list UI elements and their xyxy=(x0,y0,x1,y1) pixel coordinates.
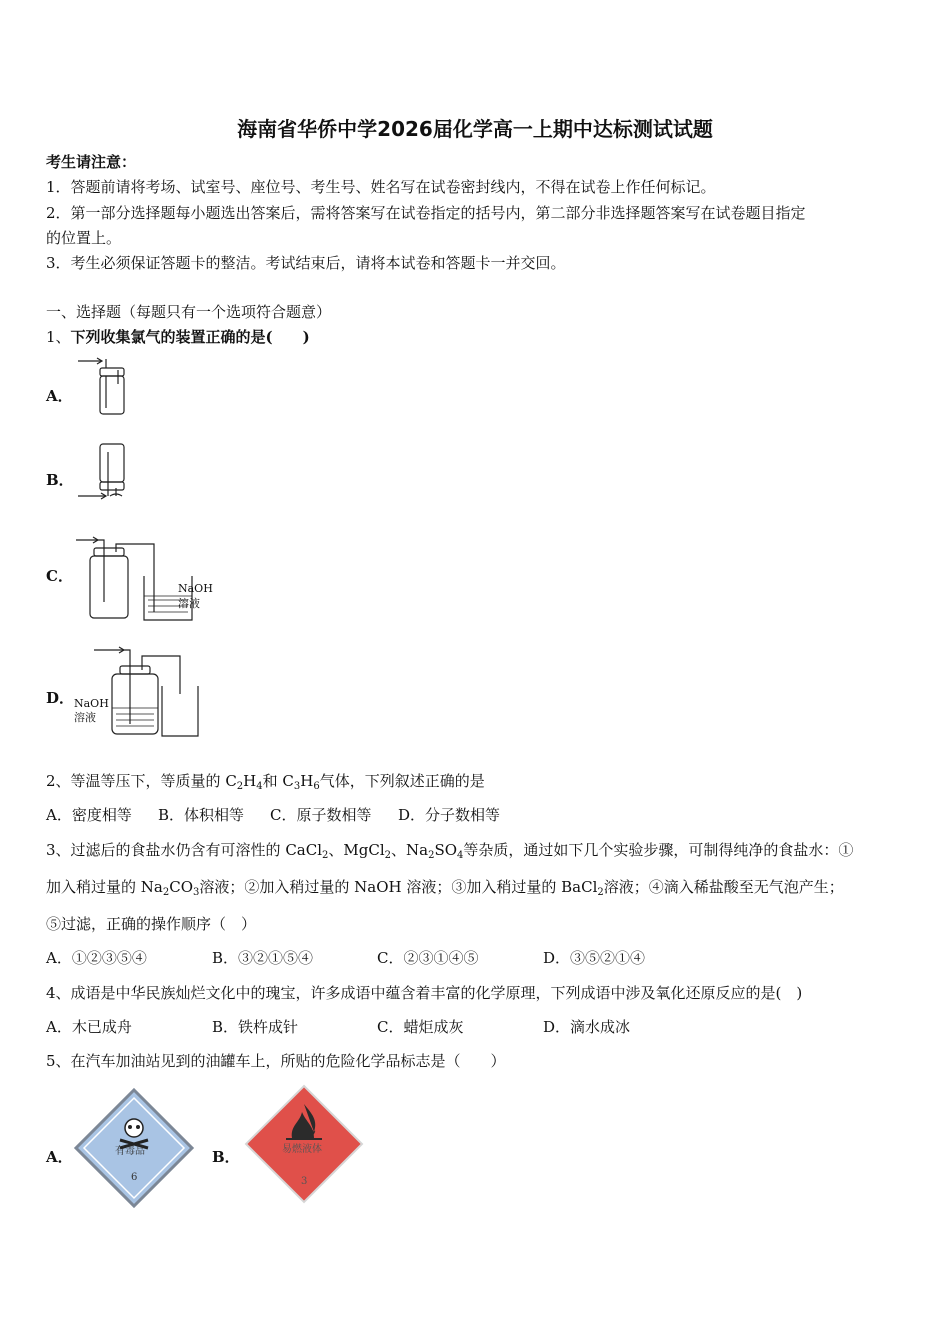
q3-subscript: 2 xyxy=(597,887,604,898)
notice-heading: 考生请注意： xyxy=(46,153,137,171)
question-2 xyxy=(46,771,485,791)
question-3-line-1 xyxy=(46,840,853,860)
question-4: 4、成语是中华民族灿烂文化中的瑰宝，许多成语中蕴含着丰富的化学原理，下列成语中涉及氧化还原反应的是( ) xyxy=(46,984,803,1002)
apparatus-c-icon xyxy=(72,534,222,624)
q4-option-a: A．木已成舟 xyxy=(46,1018,132,1036)
q3-text: SO xyxy=(434,841,458,859)
q2-stem-part: H xyxy=(243,772,257,790)
q1-option-a-label: A． xyxy=(46,387,73,405)
q3-subscript: 2 xyxy=(322,850,329,861)
q2-subscript: 2 xyxy=(236,781,244,792)
q3-text: 、Na xyxy=(391,841,429,859)
question-3-line-3: ⑤过滤，正确的操作顺序（ ） xyxy=(46,915,257,933)
apparatus-d-icon xyxy=(90,644,210,740)
q2-subscript: 4 xyxy=(256,781,263,792)
apparatus-b-icon xyxy=(72,440,142,504)
q3-option-c: C．②③①④⑤ xyxy=(377,949,479,967)
q4-option-c: C．蜡炬成灰 xyxy=(377,1018,464,1036)
d-solution-label: 溶液 xyxy=(74,711,96,724)
flammable-sign-text: 易燃液体 xyxy=(282,1144,322,1155)
notice-item-2-cont: 的位置上。 xyxy=(46,229,122,247)
q3-text: 加入稍过量的 Na xyxy=(46,878,163,896)
q3-text: 溶液；④滴入稀盐酸至无气泡产生； xyxy=(603,878,844,896)
notice-item-1: 1．答题前请将考场、试室号、座位号、考生号、姓名写在试卷密封线内，不得在试卷上作任何标记。 xyxy=(46,178,716,196)
notice-item-3: 3．考生必须保证答题卡的整洁。考试结束后，请将本试卷和答题卡一并交回。 xyxy=(46,254,566,272)
q4-option-d: D．滴水成冰 xyxy=(543,1018,631,1036)
q2-stem-part: H xyxy=(300,772,314,790)
toxic-sign-text: 有毒品 xyxy=(115,1146,145,1157)
q1-option-d-label: D． xyxy=(46,689,75,707)
c-naoh-label: NaOH xyxy=(178,582,213,595)
c-solution-label: 溶液 xyxy=(178,597,200,610)
q1-option-c-label: C． xyxy=(46,567,73,585)
flammable-sign-number: 3 xyxy=(301,1176,308,1187)
q3-text: CO xyxy=(169,878,193,896)
q3-text: 、MgCl xyxy=(328,841,385,859)
question-1 xyxy=(46,327,310,347)
q3-subscript: 2 xyxy=(384,850,392,861)
question-3-line-2 xyxy=(46,877,844,897)
d-naoh-label: NaOH xyxy=(74,697,109,710)
q5-option-a-label: A． xyxy=(46,1148,73,1166)
q3-subscript: 2 xyxy=(162,887,170,898)
apparatus-a-icon xyxy=(72,356,142,420)
q2-option-c: C．原子数相等 xyxy=(270,806,372,824)
q3-text: 溶液；②加入稍过量的 NaOH 溶液；③加入稍过量的 BaCl xyxy=(199,878,598,896)
q2-stem-part: 和 C xyxy=(262,772,294,790)
page-title: 海南省华侨中学2026届化学高一上期中达标测试试题 xyxy=(237,117,713,141)
q2-stem-part: 气体，下列叙述正确的是 xyxy=(319,772,485,790)
q3-subscript: 4 xyxy=(457,850,464,861)
q2-subscript: 3 xyxy=(293,781,301,792)
question-number: 1、 xyxy=(46,328,71,346)
q3-subscript: 2 xyxy=(428,850,435,861)
q3-text: 3、过滤后的食盐水仍含有可溶性的 CaCl xyxy=(46,841,323,859)
q1-option-b-label: B． xyxy=(46,471,74,489)
q3-subscript: 3 xyxy=(193,887,200,898)
q2-option-d: D．分子数相等 xyxy=(398,806,501,824)
q2-subscript: 6 xyxy=(313,781,320,792)
q3-text: 等杂质，通过如下几个实验步骤，可制得纯净的食盐水：① xyxy=(463,841,854,859)
toxic-sign-number: 6 xyxy=(131,1172,138,1183)
q3-option-b: B．③②①⑤④ xyxy=(212,949,314,967)
section-heading: 一、选择题（每题只有一个选项符合题意） xyxy=(46,303,332,321)
q3-option-d: D．③⑤②①④ xyxy=(543,949,646,967)
q3-option-a: A．①②③⑤④ xyxy=(46,949,147,967)
q5-option-b-label: B． xyxy=(212,1148,240,1166)
q2-option-a: A．密度相等 xyxy=(46,806,132,824)
q2-stem-part: 2、等温等压下，等质量的 C xyxy=(46,772,237,790)
q4-option-b: B．铁杵成针 xyxy=(212,1018,299,1036)
question-5: 5、在汽车加油站见到的油罐车上，所贴的危险化学品标志是（ ） xyxy=(46,1052,506,1070)
notice-item-2: 2．第一部分选择题每小题选出答案后，需将答案写在试卷指定的括号内，第二部分非选择题答案写在试卷题目指定 xyxy=(46,204,806,222)
question-stem: 下列收集氯气的装置正确的是( ) xyxy=(70,328,310,346)
q2-option-b: B．体积相等 xyxy=(158,806,245,824)
